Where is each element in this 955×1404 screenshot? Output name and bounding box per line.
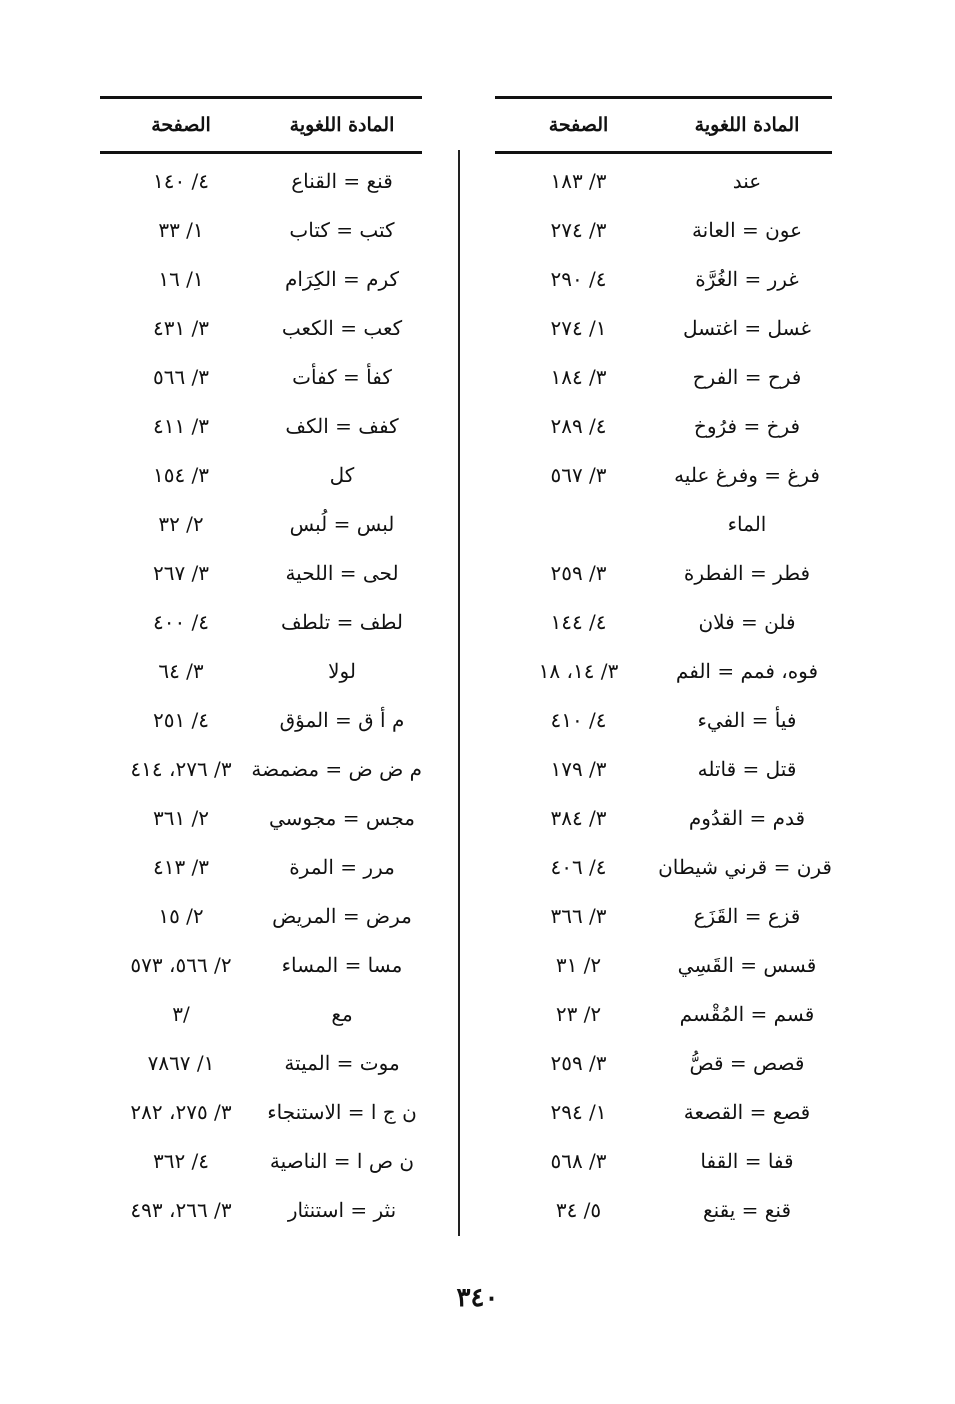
- index-entry: [100, 695, 422, 744]
- index-entry: [495, 793, 832, 842]
- entry-page: ٣/ ٣٨٤: [550, 805, 607, 830]
- header-word: المادة اللغوية: [694, 114, 800, 136]
- header-page: الصفحة: [151, 114, 211, 136]
- entry-word: لولا: [328, 658, 356, 683]
- index-entry: [100, 744, 422, 793]
- entry-word: عند: [732, 168, 762, 193]
- entry-word: مرر = المرة: [289, 854, 395, 879]
- entry-word: مسا = المساء: [281, 952, 403, 977]
- index-entry: [495, 1087, 832, 1136]
- entry-page: ٢/ ٣٢: [158, 511, 204, 536]
- entry-page: ٥/ ٣٤: [555, 1197, 602, 1222]
- index-entry: [100, 499, 422, 548]
- entry-page: ٣/ ٢٧٤: [550, 217, 607, 242]
- index-entry: [495, 401, 832, 450]
- entry-page: ٣/ ١٥٤: [152, 462, 210, 487]
- index-entry: [100, 891, 422, 940]
- index-entry: [100, 793, 422, 842]
- entry-page: ٣/ ٢٧٦، ٤١٤: [130, 756, 232, 781]
- index-entry: [100, 303, 422, 352]
- entry-page: ٣/ ١٨٤: [550, 364, 607, 389]
- entry-page: ٢/ ١٥: [158, 903, 204, 928]
- index-entry: [100, 548, 422, 597]
- entry-page: ٣/ ٥٦٧: [550, 462, 607, 487]
- entry-word: غرر = الغُرَّة: [695, 266, 799, 291]
- entry-word: مجس = مجوسي: [269, 805, 415, 830]
- entry-word: ن ج ا = الاستنجاء: [267, 1099, 417, 1124]
- entry-page: ٣/ ٢٥٩: [550, 560, 607, 585]
- entry-word: كرم = الكِرَام: [284, 266, 400, 291]
- index-entry: [100, 1038, 422, 1087]
- index-entry: [495, 744, 832, 793]
- entry-page: ٤/ ٢٥١: [152, 707, 210, 732]
- index-column-right: [495, 96, 832, 1234]
- index-column-left: [100, 96, 422, 1234]
- entry-word: قسس = القَسِي: [677, 952, 817, 977]
- index-entry: [495, 499, 832, 548]
- entry-page: ٣/ ١٤، ١٨: [538, 658, 619, 683]
- entry-page: ١/ ٢٧٤: [550, 315, 607, 340]
- entry-word: نثر = استنثار: [287, 1197, 397, 1222]
- entry-page: ٣/ ٦٤: [158, 658, 204, 683]
- entry-page: ٣/ ٢٦٦، ٤٩٣: [130, 1197, 232, 1222]
- index-entry: [495, 548, 832, 597]
- index-entry: [495, 989, 832, 1038]
- entry-word: فرغ = وفرغ عليه: [674, 462, 820, 487]
- entry-page: ٣/ ٤٣١: [152, 315, 210, 340]
- header-word: المادة اللغوية: [289, 114, 395, 136]
- index-entry: [495, 597, 832, 646]
- index-entry: [100, 1185, 422, 1234]
- entry-word: لبس = لُبس: [289, 511, 395, 536]
- index-entry: [495, 1185, 832, 1234]
- entry-word: الماء: [727, 511, 767, 536]
- index-entry: [495, 352, 832, 401]
- index-entry: [100, 597, 422, 646]
- index-entry: [495, 254, 832, 303]
- entry-page: ٣/ ٢٦٧: [152, 560, 210, 585]
- entry-word: ن ص ا = الناصية: [269, 1148, 415, 1173]
- index-entry: [495, 891, 832, 940]
- entry-page: ٣/ ٤١١: [152, 413, 210, 438]
- entry-word: كتب = كتاب: [289, 217, 395, 242]
- index-entry: [495, 940, 832, 989]
- index-entry: [495, 695, 832, 744]
- index-entry: [495, 1038, 832, 1087]
- entry-word: قنع = القناع: [291, 168, 393, 193]
- entry-word: م أ ق = المؤق: [279, 707, 405, 732]
- entry-page: ٤/ ٤٠٠: [152, 609, 210, 634]
- entry-word: موت = الميتة: [284, 1050, 400, 1075]
- entry-word: قتل = قاتله: [697, 756, 797, 781]
- entry-word: كفف = الكف: [285, 413, 399, 438]
- entry-word: فرخ = فرُوخ: [693, 413, 801, 438]
- column-divider: [458, 150, 460, 1236]
- entry-word: قنع = يقنع: [702, 1197, 792, 1222]
- index-entry: [495, 842, 832, 891]
- entry-page: ٢/ ٣١: [555, 952, 602, 977]
- entry-page: ١/ ٧٨٦٧: [147, 1050, 215, 1075]
- entry-word: قزع = القَزَع: [693, 903, 801, 928]
- entry-list: [100, 154, 422, 1234]
- header-page: الصفحة: [548, 114, 609, 136]
- entry-word: لطف = تلطف: [281, 609, 403, 634]
- index-entry: [100, 842, 422, 891]
- index-entry: [100, 940, 422, 989]
- entry-word: فطر = الفطرة: [683, 560, 811, 585]
- index-entry: [495, 156, 832, 205]
- entry-page: ٢/ ٣٦١: [152, 805, 210, 830]
- entry-page: ٤/ ٤١٠: [550, 707, 607, 732]
- entry-word: كل: [329, 462, 355, 487]
- entry-page: ٣/ ٣٦٦: [550, 903, 607, 928]
- entry-page: ٣/ ٥٦٨: [550, 1148, 607, 1173]
- entry-page: ٤/ ١٤٠: [152, 168, 210, 193]
- index-entry: [100, 1087, 422, 1136]
- entry-word: قفا = القفا: [700, 1148, 794, 1173]
- entry-page: ٣/ ٥٦٦: [152, 364, 210, 389]
- entry-page: ٣/ ٢٧٥، ٢٨٢: [130, 1099, 232, 1124]
- entry-page: ٣/ ١٧٩: [550, 756, 607, 781]
- index-entry: [100, 156, 422, 205]
- entry-word: لحى = اللحية: [285, 560, 399, 585]
- entry-page: ٣/ ٢٥٩: [550, 1050, 607, 1075]
- entry-page: ٤/ ٢٨٩: [550, 413, 607, 438]
- index-entry: [100, 254, 422, 303]
- entry-page: ٢/ ٢٣: [555, 1001, 602, 1026]
- entry-word: فلن = فلان: [698, 609, 796, 634]
- index-entry: [495, 450, 832, 499]
- entry-word: مرض = المريض: [272, 903, 412, 928]
- index-entry: [495, 646, 832, 695]
- index-entry: [100, 401, 422, 450]
- column-header: [495, 99, 832, 151]
- index-entry: [100, 989, 422, 1038]
- index-entry: [100, 1136, 422, 1185]
- column-header: [100, 99, 422, 151]
- entry-page: ١/ ٣٣: [158, 217, 204, 242]
- entry-word: مع: [331, 1001, 353, 1026]
- entry-word: قدم = القدُوم: [688, 805, 806, 830]
- entry-word: فيأ = الفيء: [697, 707, 797, 732]
- entry-page: ١/ ٢٩٤: [550, 1099, 607, 1124]
- entry-page: ٣/ ٤١٣: [152, 854, 210, 879]
- entry-word: عون = العانة: [691, 217, 803, 242]
- entry-word: قسم = المُقْسم: [679, 1001, 815, 1026]
- entry-word: فوه، فمم = الفم: [675, 658, 819, 683]
- index-entry: [495, 303, 832, 352]
- entry-word: م ض ض = مضمضة: [251, 756, 422, 781]
- index-entry: [100, 205, 422, 254]
- index-entry: [495, 205, 832, 254]
- entry-word: قصع = القصعة: [683, 1099, 811, 1124]
- entry-page: ٤/ ٤٠٦: [550, 854, 607, 879]
- entry-page: ١/ ١٦: [158, 266, 204, 291]
- entry-word: قصص = قصُّ: [689, 1050, 805, 1075]
- entry-word: كفأ = كفأت: [292, 364, 392, 389]
- entry-page: ٤/ ٢٩٠: [550, 266, 607, 291]
- page-number: ٣٤٠: [456, 1283, 499, 1313]
- entry-page: ٢/ ٥٦٦، ٥٧٣: [130, 952, 232, 977]
- index-entry: [100, 646, 422, 695]
- entry-page: ٣/: [172, 1001, 190, 1026]
- entry-word: غسل = اغتسل: [683, 315, 811, 340]
- entry-list: [495, 154, 832, 1234]
- entry-word: فرح = الفرح: [692, 364, 802, 389]
- entry-page: ٣/ ١٨٣: [550, 168, 607, 193]
- index-entry: [100, 352, 422, 401]
- index-entry: [495, 1136, 832, 1185]
- entry-word: قرن = قرني شيطان: [658, 854, 832, 879]
- entry-page: ٤/ ٣٦٢: [152, 1148, 210, 1173]
- index-entry: [100, 450, 422, 499]
- entry-page: ٤/ ١٤٤: [550, 609, 607, 634]
- entry-word: كعب = الكعب: [281, 315, 403, 340]
